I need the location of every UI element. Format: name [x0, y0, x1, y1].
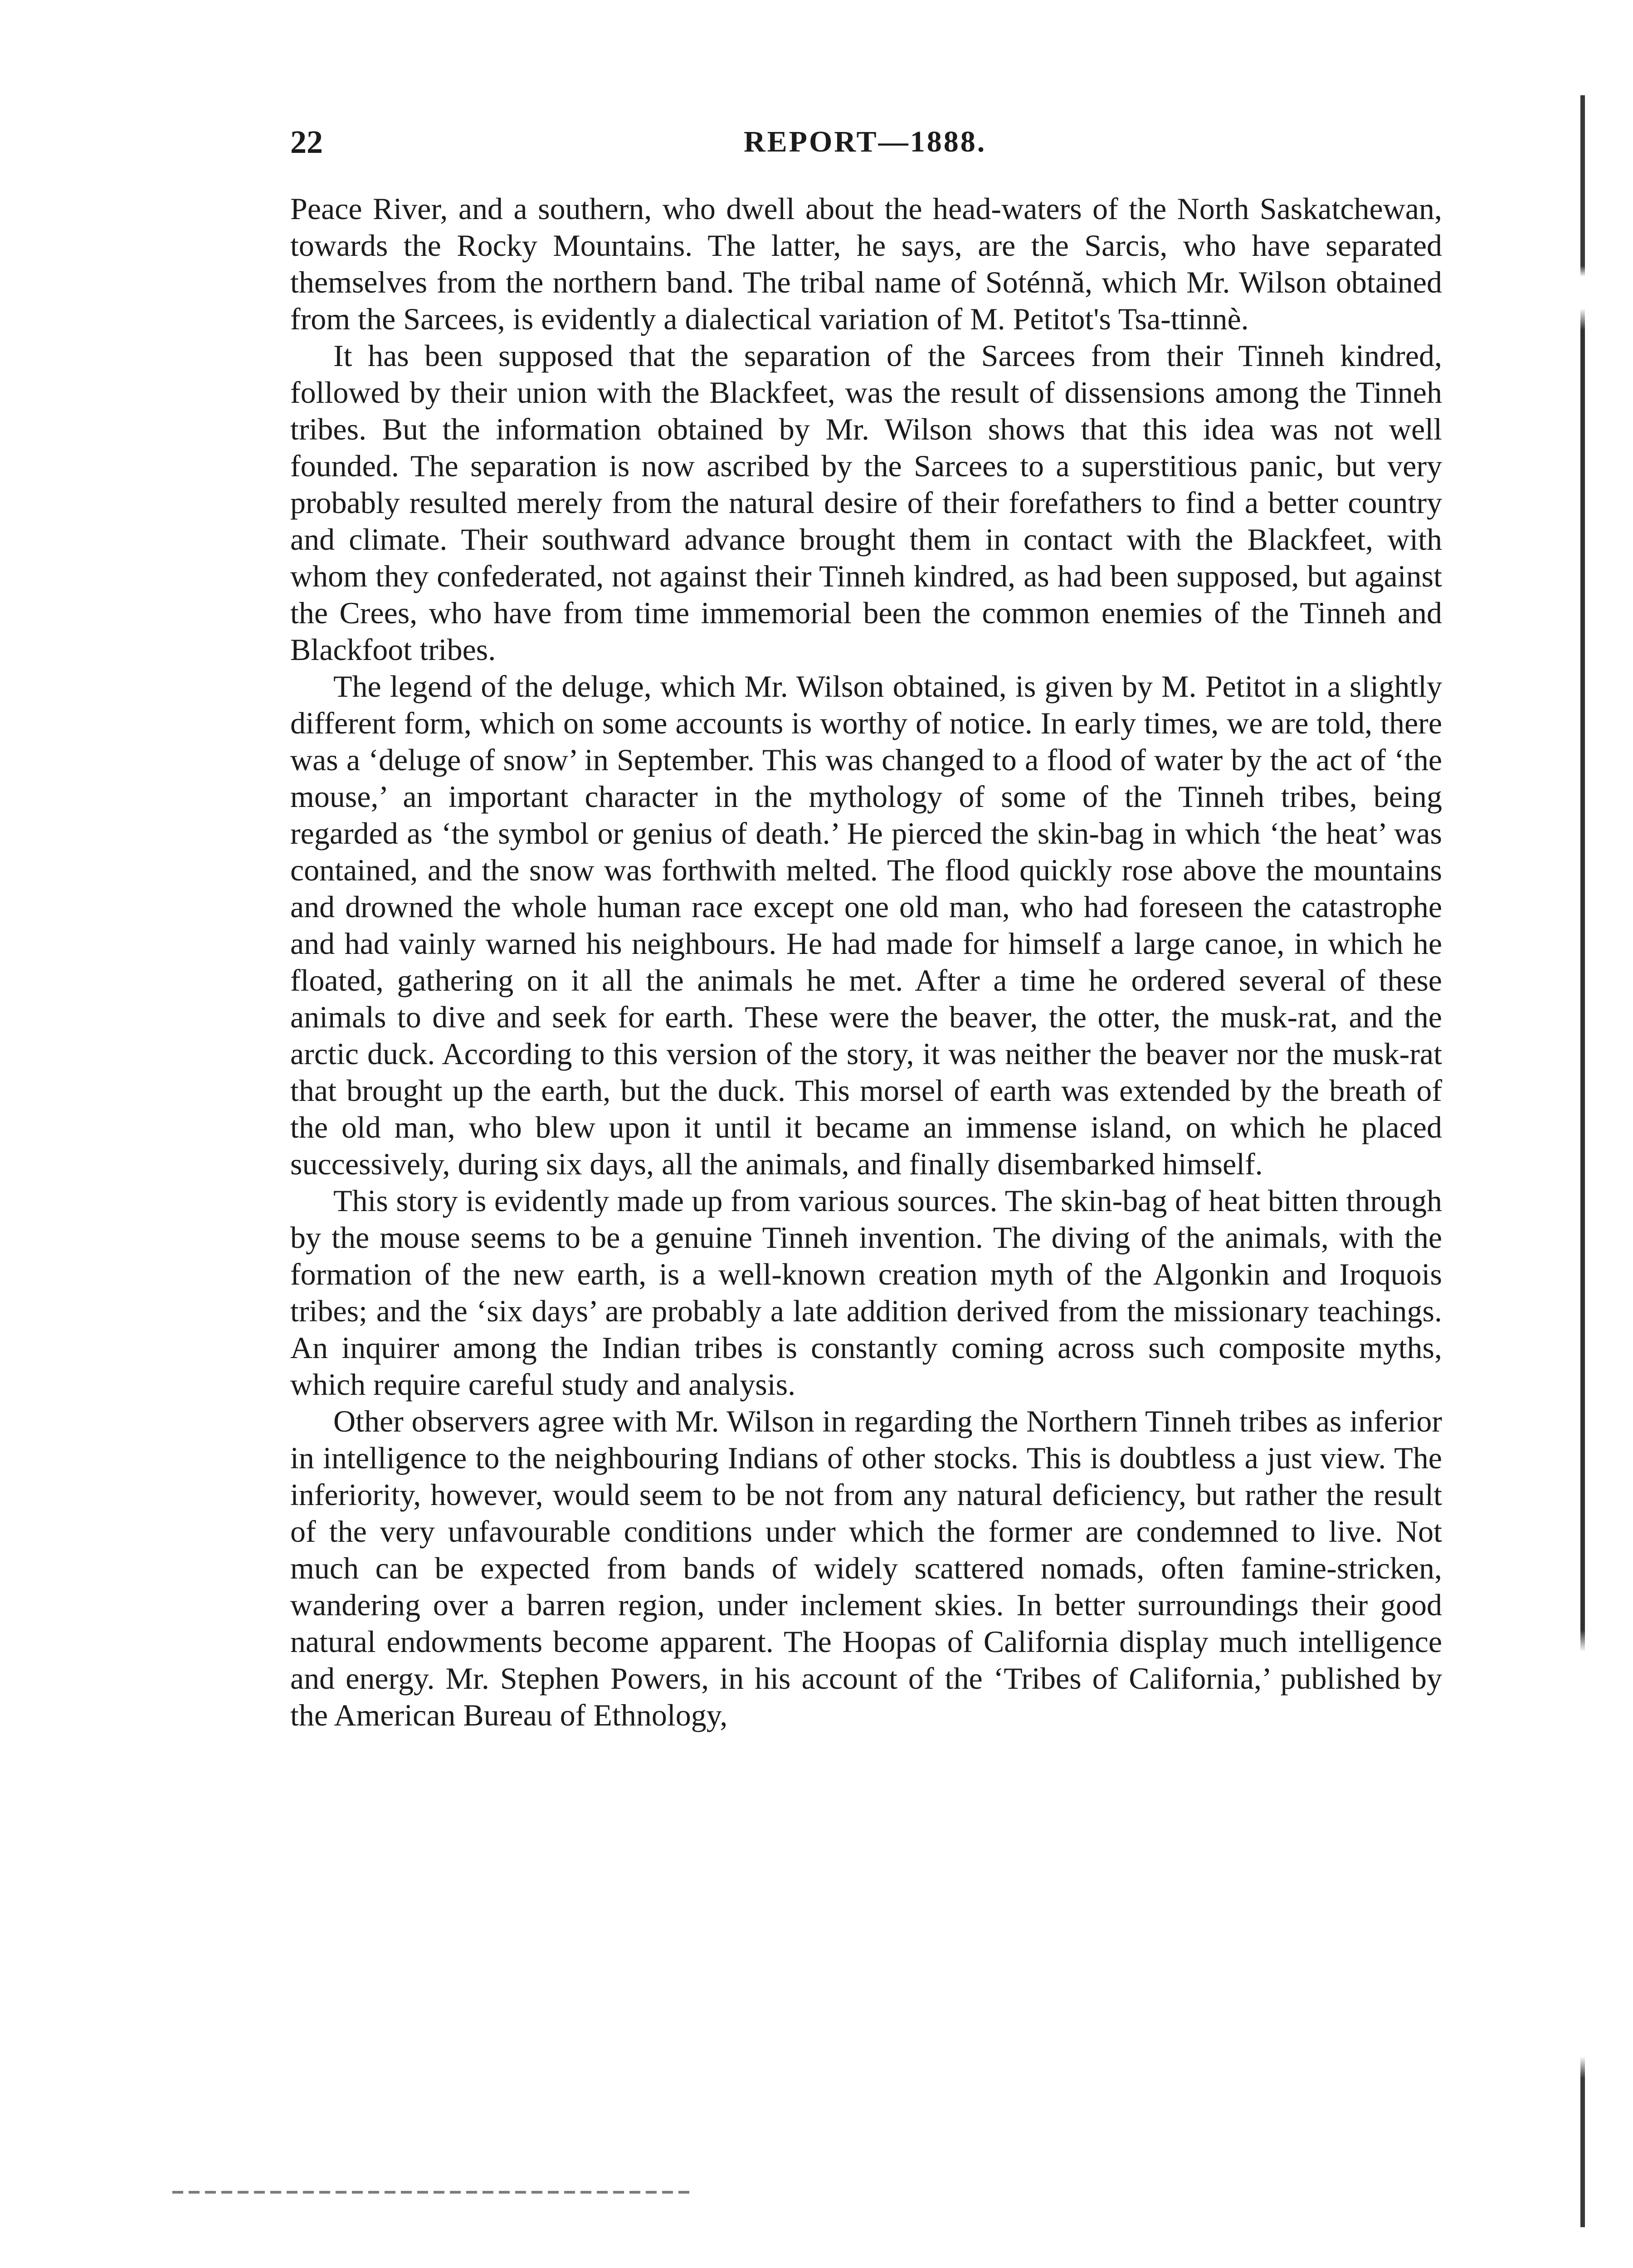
page-number: 22 — [290, 124, 323, 160]
scan-margin-edge — [1580, 95, 1585, 2227]
paragraph-continued: Peace River, and a southern, who dwell about the head-waters of the North Saskatchewan, towards the Rocky Mountains. The latter, he says, are the Sarcis, who have separated themselves from the northern band. The tribal name of Soténnă, which Mr. Wilson obtained from the Sarcees, is evidently a dialectical variation of M. Petitot's Tsa-ttinnè. — [290, 191, 1442, 336]
body-text — [290, 191, 1442, 1734]
running-title: REPORT—1888. — [744, 125, 987, 158]
running-head — [290, 122, 1442, 162]
paragraph-sarcee-separation: It has been supposed that the separation of the Sarcees from their Tinneh kindred, followed by their union with the Blackfeet, was the result of dissensions among the Tinneh tribes. But the information obtained by Mr. Wilson shows that this idea was not well founded. The separation is now ascribed by the Sarcees to a superstitious panic, but very probably resulted merely from the natural desire of their forefathers to find a better country and climate. Their southward advance brought them in contact with the Blackfeet, with whom they confederated, not against their Tinneh kindred, as had been supposed, but against the Crees, who have from time immemorial been the common enemies of the Tinneh and Blackfoot tribes. — [290, 338, 1442, 667]
paragraph-composite-myths: This story is evidently made up from various sources. The skin-bag of heat bitten through by the mouse seems to be a genuine Tinneh invention. The diving of the animals, with the formation of the new earth, is a well-known creation myth of the Algonkin and Iroquois tribes; and the ‘six days’ are probably a late addition derived from the missionary teachings. An inquirer among the Indian tribes is constantly coming across such composite myths, which require careful study and analysis. — [290, 1183, 1442, 1402]
paragraph-tinneh-intelligence: Other observers agree with Mr. Wilson in regarding the Northern Tinneh tribes as inferior in intelligence to the neighbouring Indians of other stocks. This is doubtless a just view. The inferiority, however, would seem to be not from any natural deficiency, but rather the result of the very unfavourable conditions under which the former are condemned to live. Not much can be expected from bands of widely scattered nomads, often famine-stricken, wandering over a barren region, under inclement skies. In better surroundings their good natural endowments become apparent. The Hoopas of California display much intelligence and energy. Mr. Stephen Powers, in his account of the ‘Tribes of California,’ published by the American Bureau of Ethnology, — [290, 1404, 1442, 1732]
scan-bottom-smudge — [172, 2191, 694, 2194]
paragraph-deluge-legend: The legend of the deluge, which Mr. Wilson obtained, is given by M. Petitot in a slightly different form, which on some accounts is worthy of notice. In early times, we are told, there was a ‘deluge of snow’ in September. This was changed to a flood of water by the act of ‘the mouse,’ an important character in the mythology of some of the Tinneh tribes, being regarded as ‘the symbol or genius of death.’ He pierced the skin-bag in which ‘the heat’ was contained, and the snow was forthwith melted. The flood quickly rose above the mountains and drowned the whole human race except one old man, who had foreseen the catastrophe and had vainly warned his neighbours. He had made for himself a large canoe, in which he floated, gathering on it all the animals he met. After a time he ordered several of these animals to dive and seek for earth. These were the beaver, the otter, the musk-rat, and the arctic duck. According to this version of the story, it was neither the beaver nor the musk-rat that brought up the earth, but the duck. This morsel of earth was extended by the breath of the old man, who blew upon it until it became an immense island, on which he placed successively, during six days, all the animals, and finally disembarked himself. — [290, 669, 1442, 1181]
